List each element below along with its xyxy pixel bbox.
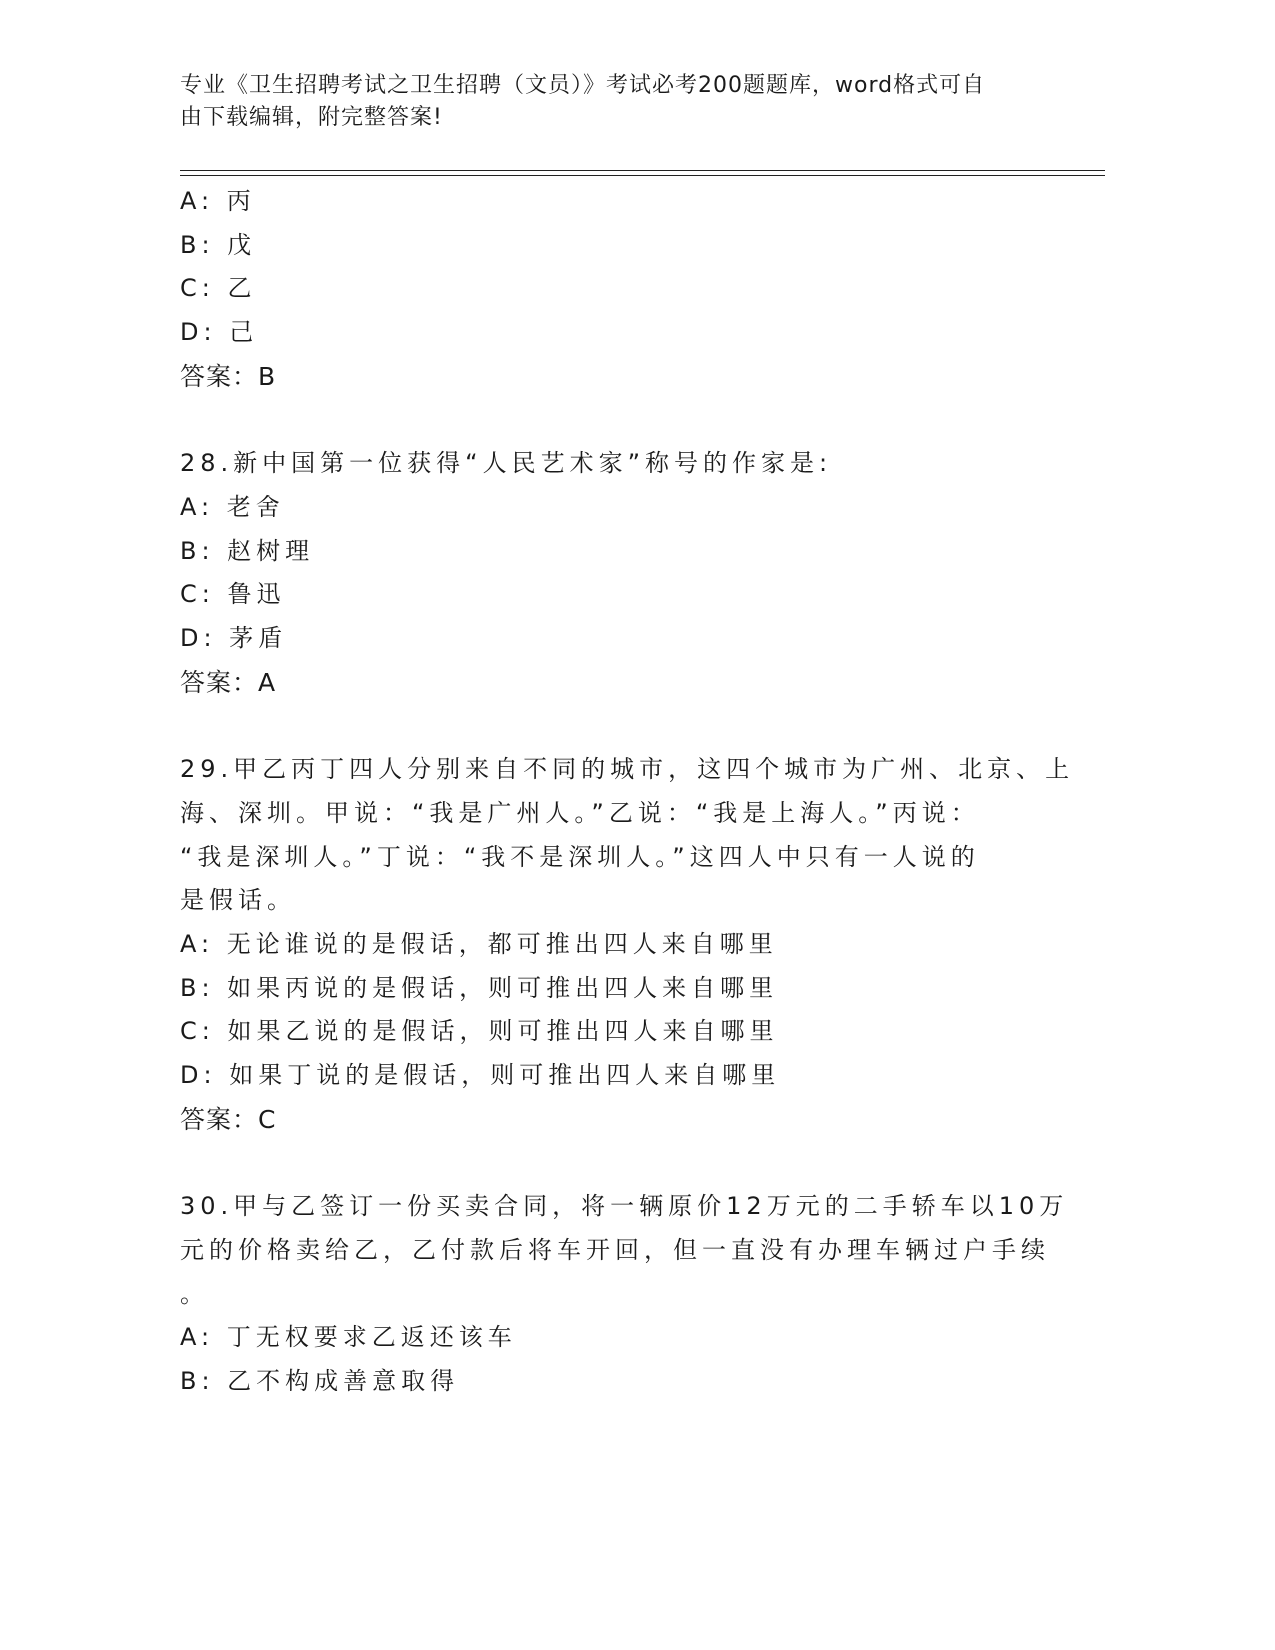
question-27 xyxy=(180,180,1040,399)
question-28 xyxy=(180,442,1040,704)
stem-line: 30.甲与乙签订一份买卖合同，将一辆原价12万元的二手轿车以10万 xyxy=(180,1192,1069,1221)
stem-line: 28.新中国第一位获得“人民艺术家”称号的作家是: xyxy=(180,449,833,478)
answer: 答案：A xyxy=(180,667,277,697)
option-d: D: 茅盾 xyxy=(180,624,288,653)
spacer xyxy=(180,704,1040,748)
spacer xyxy=(180,399,1040,443)
option-d: D: 己 xyxy=(180,318,259,347)
header-line-2: 由下载编辑，附完整答案! xyxy=(180,105,443,130)
question-stem xyxy=(180,442,1040,486)
option-d: D: 如果丁说的是假话，则可推出四人来自哪里 xyxy=(180,1061,781,1090)
option-a: A: 老舍 xyxy=(180,492,285,521)
option-a: A: 丙 xyxy=(180,187,256,215)
option-c: C: 如果乙说的是假话，则可推出四人来自哪里 xyxy=(180,1017,779,1046)
question-29 xyxy=(180,748,1075,1141)
question-stem xyxy=(180,748,1075,923)
answer: 答案：B xyxy=(180,361,277,391)
option-a: A: 丁无权要求乙返还该车 xyxy=(180,1323,517,1352)
question-stem xyxy=(180,1185,1069,1316)
question-30 xyxy=(180,1185,1069,1404)
option-b: B: 如果丙说的是假话，则可推出四人来自哪里 xyxy=(180,973,779,1002)
stem-line: “我是深圳人。”丁说：“我不是深圳人。”这四人中只有一人说的 xyxy=(180,842,980,871)
stem-line: 29.甲乙丙丁四人分别来自不同的城市，这四个城市为广州、北京、上 xyxy=(180,755,1075,784)
stem-line: 海、深圳。甲说：“我是广州人。”乙说：“我是上海人。”丙说： xyxy=(180,798,980,827)
option-b: B: 戊 xyxy=(180,230,257,259)
header-divider-top xyxy=(180,170,1105,171)
option-b: B: 赵树理 xyxy=(180,536,315,565)
option-c: C: 鲁迅 xyxy=(180,580,286,609)
spacer xyxy=(180,1141,1040,1185)
stem-line: 是假话。 xyxy=(180,886,296,915)
header-divider-bottom xyxy=(180,175,1105,176)
option-c: C: 乙 xyxy=(180,274,257,303)
header-line-1: 专业《卫生招聘考试之卫生招聘（文员）》考试必考200题题库，word格式可自 xyxy=(180,73,986,98)
stem-line: 。 xyxy=(180,1279,209,1308)
stem-line: 元的价格卖给乙，乙付款后将车开回，但一直没有办理车辆过户手续 xyxy=(180,1235,1050,1264)
answer: 答案：C xyxy=(180,1104,277,1134)
document-header xyxy=(180,70,1060,134)
document-body xyxy=(180,180,1075,1404)
option-b: B: 乙不构成善意取得 xyxy=(180,1366,460,1395)
option-a: A: 无论谁说的是假话，都可推出四人来自哪里 xyxy=(180,929,778,958)
